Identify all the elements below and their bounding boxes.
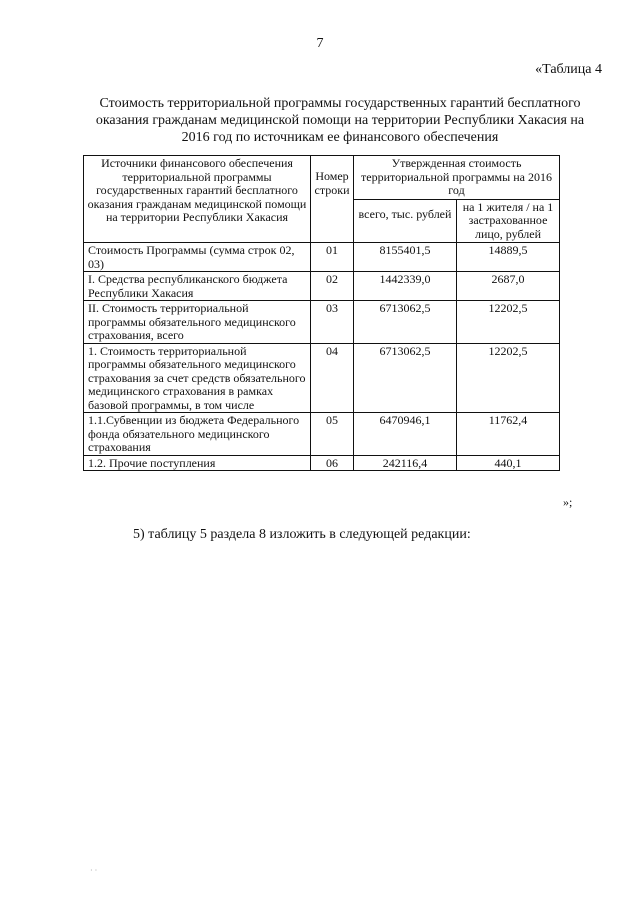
- header-sources: Источники финансового обеспечения территориальной программы государственных гарантий бесплатного оказания гражданам медицинской помощи на территории Республики Хакасия: [84, 156, 311, 243]
- closing-quote-mark: »;: [563, 495, 573, 509]
- table-row: [84, 301, 560, 344]
- cell-per-capita: 12202,5: [457, 343, 560, 413]
- cell-total: 6470946,1: [354, 413, 457, 456]
- cell-total: 6713062,5: [354, 301, 457, 344]
- cell-source: 1.1.Субвенции из бюджета Федерального фонда обязательного медицинского страхования: [84, 413, 311, 456]
- page-number: 7: [316, 36, 324, 51]
- header-total: всего, тыс. рублей: [354, 199, 457, 243]
- cell-total: 6713062,5: [354, 343, 457, 413]
- cell-row-number: 05: [311, 413, 354, 456]
- table-row: [84, 272, 560, 301]
- table-row: [84, 455, 560, 471]
- table-row: [84, 343, 560, 413]
- table-row: [84, 413, 560, 456]
- header-row-number: Номер строки: [311, 156, 354, 243]
- financing-table: [83, 155, 560, 471]
- cell-row-number: 04: [311, 343, 354, 413]
- table-caption: «Таблица 4: [535, 62, 602, 77]
- cell-row-number: 03: [311, 301, 354, 344]
- cell-row-number: 06: [311, 455, 354, 471]
- table-row: [84, 243, 560, 272]
- cell-total: 1442339,0: [354, 272, 457, 301]
- cell-per-capita: 2687,0: [457, 272, 560, 301]
- cell-per-capita: 440,1: [457, 455, 560, 471]
- margin-mark: · ·: [90, 866, 98, 875]
- cell-source: II. Стоимость территориальной программы обязательного медицинского страхования, всего: [84, 301, 311, 344]
- cell-source: Стоимость Программы (сумма строк 02, 03): [84, 243, 311, 272]
- header-approved-cost: Утвержденная стоимость территориальной программы на 2016 год: [354, 156, 560, 200]
- cell-row-number: 02: [311, 272, 354, 301]
- cell-source: 1. Стоимость территориальной программы обязательного медицинского страхования за счет средств обязательного медицинского страхования в рамках базовой программы, в том числе: [84, 343, 311, 413]
- cell-total: 8155401,5: [354, 243, 457, 272]
- cell-source: 1.2. Прочие поступления: [84, 455, 311, 471]
- cell-source: I. Средства республиканского бюджета Республики Хакасия: [84, 272, 311, 301]
- amendment-text: 5) таблицу 5 раздела 8 изложить в следующей редакции:: [133, 527, 471, 542]
- cell-per-capita: 11762,4: [457, 413, 560, 456]
- header-per-capita: на 1 жителя / на 1 застрахованное лицо, рублей: [457, 199, 560, 243]
- cell-row-number: 01: [311, 243, 354, 272]
- document-title: Стоимость территориальной программы государственных гарантий бесплатного оказания гражданам медицинской помощи на территории Республики Хакасия на 2016 год по источникам ее финансового обеспечения: [95, 96, 585, 145]
- cell-per-capita: 14889,5: [457, 243, 560, 272]
- cell-total: 242116,4: [354, 455, 457, 471]
- cell-per-capita: 12202,5: [457, 301, 560, 344]
